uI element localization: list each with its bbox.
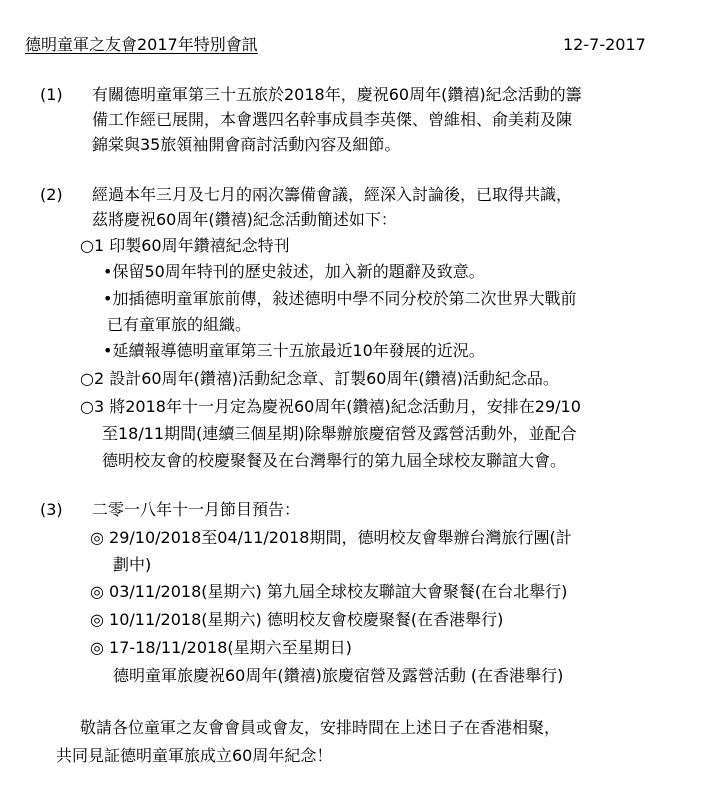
event-item: ◎ 03/11/2018(星期六) 第九屆全球校友聯誼大會聚餐(在台北舉行) — [90, 582, 568, 601]
item2-text: ○2 設計60周年(鑽禧)活動紀念章、訂製60周年(鑽禧)活動紀念品。 — [80, 369, 559, 388]
section2-intro-line: 茲將慶祝60周年(鑽禧)紀念活動簡述如下： — [92, 210, 397, 229]
event-item: ◎ 10/11/2018(星期六) 德明校友會校慶聚餐(在香港舉行) — [90, 610, 504, 629]
item3-line: 至18/11期間(連續三個星期)除舉辦旅慶宿營及露營活動外，並配合 — [102, 424, 577, 443]
section1-line: 備工作經已展開，本會選四名幹事成員李英傑、曾維相、俞美莉及陳 — [92, 110, 573, 129]
event-item: ◎ 17-18/11/2018(星期六至星期日) — [90, 638, 352, 657]
section1-line: 錦棠與35旅領袖開會商討活動內容及細節。 — [92, 135, 401, 154]
item1-bullet: •加插德明童軍旅前傳，敍述德明中學不同分校於第二次世界大戰前 — [103, 289, 577, 308]
item1-bullet-continuation: 已有童軍旅的組織。 — [107, 315, 252, 334]
section2-number: (2) — [40, 185, 63, 204]
section1-line: 有關德明童軍第三十五旅於2018年，慶祝60周年(鑽禧)紀念活動的籌 — [92, 85, 582, 104]
section3-number: (3) — [40, 500, 63, 519]
item1-heading: ○1 印製60周年鑽禧紀念特刊 — [80, 236, 290, 255]
document-title: 德明童軍之友會2017年特別會訊 — [25, 35, 258, 54]
item3-line: ○3 將2018年十一月定為慶祝60周年(鑽禧)紀念活動月，安排在29/10 — [80, 397, 581, 416]
document-date: 12-7-2017 — [563, 35, 646, 54]
closing-line: 敬請各位童軍之友會會員或會友，安排時間在上述日子在香港相聚， — [80, 718, 561, 737]
item3-line: 德明校友會的校慶聚餐及在台灣舉行的第九屆全球校友聯誼大會。 — [102, 451, 567, 470]
section2-intro-line: 經過本年三月及七月的兩次籌備會議，經深入討論後，已取得共識， — [92, 185, 573, 204]
item1-bullet: •保留50周年特刊的歷史敍述，加入新的題辭及致意。 — [103, 262, 485, 281]
section1-number: (1) — [40, 85, 63, 104]
event-item-continuation: 德明童軍旅慶祝60周年(鑽禧)旅慶宿營及露營活動 (在香港舉行) — [113, 666, 564, 685]
item1-bullet: •延續報導德明童軍第三十五旅最近10年發展的近況。 — [103, 341, 485, 360]
closing-line: 共同見証德明童軍旅成立60周年紀念！ — [56, 746, 333, 765]
event-item-continuation: 劃中) — [113, 555, 152, 574]
event-item: ◎ 29/10/2018至04/11/2018期間，德明校友會舉辦台灣旅行團(計 — [90, 528, 572, 547]
section3-heading: 二零一八年十一月節目預告： — [92, 500, 301, 519]
